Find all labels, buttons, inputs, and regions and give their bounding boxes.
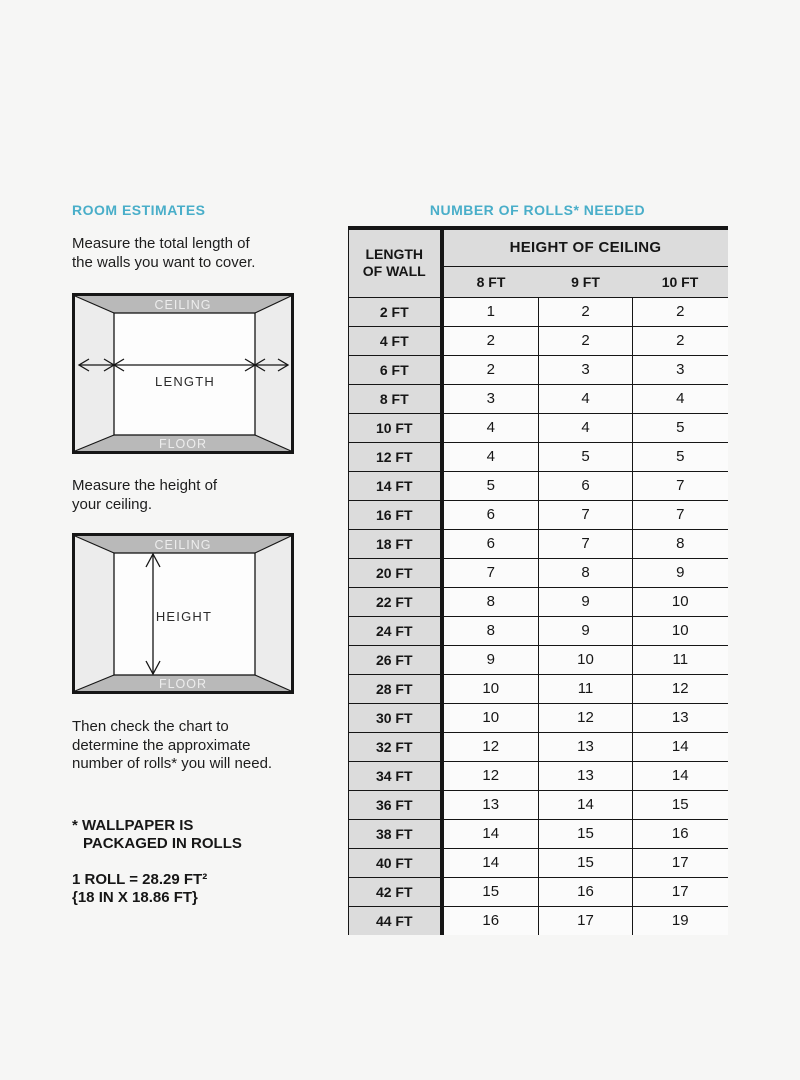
rolls-value-cell: 12 [633, 674, 728, 703]
rolls-value-cell: 16 [633, 819, 728, 848]
rolls-value-cell: 3 [633, 355, 728, 384]
column-header-8ft: 8 FT [442, 266, 539, 297]
rolls-value-cell: 11 [633, 645, 728, 674]
step3-line1: Then check the chart to [72, 718, 229, 735]
rolls-value-cell: 15 [442, 877, 539, 906]
wall-length-cell: 34 FT [349, 761, 442, 790]
wall-length-cell: 30 FT [349, 703, 442, 732]
rolls-value-cell: 10 [539, 645, 633, 674]
wallpaper-footnote [72, 817, 242, 852]
wall-length-cell: 6 FT [349, 355, 442, 384]
wall-length-cell: 40 FT [349, 848, 442, 877]
wall-length-cell: 38 FT [349, 819, 442, 848]
table-row [349, 906, 728, 935]
table-row [349, 703, 728, 732]
wall-length-cell: 12 FT [349, 442, 442, 471]
rolls-value-cell: 13 [633, 703, 728, 732]
rolls-value-cell: 2 [442, 326, 539, 355]
rolls-value-cell: 6 [442, 529, 539, 558]
rolls-value-cell: 17 [539, 906, 633, 935]
step1-line2: the walls you want to cover. [72, 253, 256, 271]
rolls-value-cell: 7 [539, 500, 633, 529]
wall-length-cell: 18 FT [349, 529, 442, 558]
rolls-value-cell: 13 [539, 732, 633, 761]
rolls-value-cell: 2 [633, 326, 728, 355]
rolls-value-cell: 1 [442, 297, 539, 326]
rolls-value-cell: 3 [442, 384, 539, 413]
rolls-value-cell: 19 [633, 906, 728, 935]
room-estimates-heading: ROOM ESTIMATES [72, 202, 206, 218]
table-row [349, 848, 728, 877]
wall-length-cell: 24 FT [349, 616, 442, 645]
step3-instructions [72, 718, 272, 774]
rolls-value-cell: 12 [442, 761, 539, 790]
rolls-value-cell: 15 [539, 848, 633, 877]
rolls-value-cell: 5 [633, 442, 728, 471]
roll-dimensions-line: {18 IN X 18.86 FT} [72, 888, 198, 906]
table-row [349, 442, 728, 471]
rolls-value-cell: 4 [442, 442, 539, 471]
rolls-value-cell: 14 [633, 761, 728, 790]
rolls-value-cell: 9 [442, 645, 539, 674]
rolls-value-cell: 7 [442, 558, 539, 587]
rolls-value-cell: 2 [633, 297, 728, 326]
rolls-table-body [349, 297, 728, 935]
table-row [349, 326, 728, 355]
wall-length-cell: 8 FT [349, 384, 442, 413]
wall-length-cell: 22 FT [349, 587, 442, 616]
rolls-value-cell: 14 [633, 732, 728, 761]
length-of-wall-line2: OF WALL [362, 263, 426, 280]
footnote-line2: PACKAGED IN ROLLS [83, 834, 242, 852]
rolls-value-cell: 4 [539, 384, 633, 413]
rolls-value-cell: 7 [539, 529, 633, 558]
rolls-value-cell: 8 [442, 616, 539, 645]
footnote-line1: * WALLPAPER IS [72, 817, 194, 834]
step2-instructions [72, 477, 217, 514]
table-row [349, 877, 728, 906]
table-row [349, 413, 728, 442]
roll-size-info [72, 871, 207, 906]
rolls-value-cell: 17 [633, 848, 728, 877]
ceiling-label: CEILING [154, 538, 212, 552]
rolls-value-cell: 4 [539, 413, 633, 442]
rolls-value-cell: 9 [539, 616, 633, 645]
wall-length-cell: 42 FT [349, 877, 442, 906]
wall-length-cell: 2 FT [349, 297, 442, 326]
rolls-value-cell: 8 [442, 587, 539, 616]
wall-length-cell: 16 FT [349, 500, 442, 529]
step2-line1: Measure the height of [72, 477, 218, 494]
step1-line1: Measure the total length of [72, 235, 250, 252]
rolls-value-cell: 13 [442, 790, 539, 819]
rolls-value-cell: 14 [442, 848, 539, 877]
floor-label: FLOOR [158, 437, 208, 451]
rolls-value-cell: 5 [442, 471, 539, 500]
rolls-value-cell: 2 [539, 326, 633, 355]
step3-line3: number of rolls* you will need. [72, 755, 273, 772]
rolls-value-cell: 10 [442, 674, 539, 703]
table-row [349, 645, 728, 674]
rolls-value-cell: 12 [539, 703, 633, 732]
height-of-ceiling-header: HEIGHT OF CEILING [442, 228, 728, 266]
length-of-wall-line1: LENGTH [365, 246, 424, 263]
table-row [349, 384, 728, 413]
step2-line2: your ceiling. [72, 495, 153, 513]
rolls-value-cell: 10 [633, 587, 728, 616]
table-row [349, 587, 728, 616]
rolls-value-cell: 7 [633, 471, 728, 500]
step3-line2: determine the approximate [72, 736, 251, 754]
ceiling-height-diagram [72, 533, 294, 694]
rolls-value-cell: 15 [539, 819, 633, 848]
table-row [349, 529, 728, 558]
rolls-value-cell: 9 [539, 587, 633, 616]
table-row [349, 674, 728, 703]
table-row [349, 297, 728, 326]
wall-length-cell: 32 FT [349, 732, 442, 761]
rolls-value-cell: 6 [442, 500, 539, 529]
rolls-value-cell: 15 [633, 790, 728, 819]
table-row [349, 355, 728, 384]
wall-length-cell: 28 FT [349, 674, 442, 703]
length-label: LENGTH [155, 374, 215, 389]
ceiling-label: CEILING [154, 298, 212, 312]
rolls-value-cell: 16 [442, 906, 539, 935]
table-row [349, 616, 728, 645]
rolls-value-cell: 5 [539, 442, 633, 471]
wall-length-cell: 36 FT [349, 790, 442, 819]
rolls-value-cell: 8 [633, 529, 728, 558]
rolls-needed-table [348, 226, 728, 935]
wall-length-cell: 4 FT [349, 326, 442, 355]
roll-area-line: 1 ROLL = 28.29 FT² [72, 871, 208, 888]
rolls-value-cell: 12 [442, 732, 539, 761]
wall-length-cell: 20 FT [349, 558, 442, 587]
table-row [349, 558, 728, 587]
rolls-needed-heading: NUMBER OF ROLLS* NEEDED [429, 202, 646, 218]
height-label: HEIGHT [155, 609, 213, 624]
wall-length-cell: 10 FT [349, 413, 442, 442]
wall-length-cell: 14 FT [349, 471, 442, 500]
floor-label: FLOOR [158, 677, 208, 691]
room-length-diagram [72, 293, 294, 454]
rolls-value-cell: 16 [539, 877, 633, 906]
column-header-10ft: 10 FT [633, 266, 728, 297]
rolls-value-cell: 2 [442, 355, 539, 384]
rolls-value-cell: 13 [539, 761, 633, 790]
rolls-value-cell: 2 [539, 297, 633, 326]
rolls-value-cell: 7 [633, 500, 728, 529]
table-row [349, 819, 728, 848]
wall-length-cell: 44 FT [349, 906, 442, 935]
table-row [349, 732, 728, 761]
table-row [349, 500, 728, 529]
rolls-value-cell: 10 [442, 703, 539, 732]
rolls-value-cell: 5 [633, 413, 728, 442]
rolls-value-cell: 8 [539, 558, 633, 587]
rolls-value-cell: 3 [539, 355, 633, 384]
wall-length-cell: 26 FT [349, 645, 442, 674]
rolls-value-cell: 4 [633, 384, 728, 413]
table-row [349, 761, 728, 790]
rolls-value-cell: 10 [633, 616, 728, 645]
length-of-wall-header [349, 228, 442, 297]
rolls-value-cell: 11 [539, 674, 633, 703]
rolls-value-cell: 14 [539, 790, 633, 819]
rolls-value-cell: 4 [442, 413, 539, 442]
rolls-value-cell: 6 [539, 471, 633, 500]
rolls-value-cell: 17 [633, 877, 728, 906]
table-row [349, 790, 728, 819]
rolls-value-cell: 9 [633, 558, 728, 587]
step1-instructions [72, 235, 255, 272]
column-header-9ft: 9 FT [539, 266, 633, 297]
rolls-value-cell: 14 [442, 819, 539, 848]
table-row [349, 471, 728, 500]
